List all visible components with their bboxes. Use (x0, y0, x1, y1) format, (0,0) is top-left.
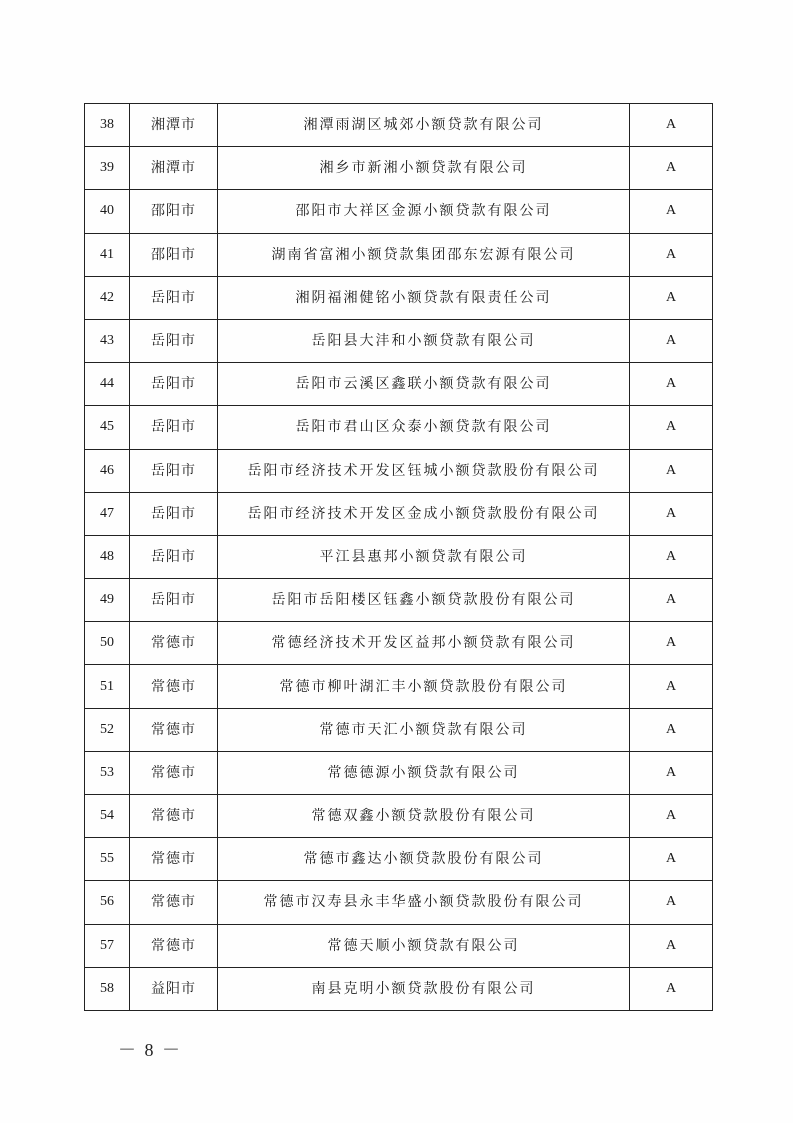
row-number-cell: 56 (85, 881, 130, 924)
city-cell: 岳阳市 (130, 535, 218, 578)
table-row (85, 665, 713, 708)
company-name-cell: 湘潭雨湖区城郊小额贷款有限公司 (218, 104, 630, 147)
company-name-cell: 南县克明小额贷款股份有限公司 (218, 967, 630, 1010)
table-row (85, 924, 713, 967)
rating-grade-cell: A (630, 967, 713, 1010)
city-cell: 邵阳市 (130, 233, 218, 276)
city-cell: 岳阳市 (130, 406, 218, 449)
company-name-cell: 湘乡市新湘小额贷款有限公司 (218, 147, 630, 190)
company-name-cell: 邵阳市大祥区金源小额贷款有限公司 (218, 190, 630, 233)
city-cell: 岳阳市 (130, 276, 218, 319)
city-cell: 常德市 (130, 795, 218, 838)
city-cell: 湘潭市 (130, 147, 218, 190)
company-name-cell: 湖南省富湘小额贷款集团邵东宏源有限公司 (218, 233, 630, 276)
table-row (85, 535, 713, 578)
table-row (85, 622, 713, 665)
company-rating-table (84, 103, 713, 1011)
table-body (85, 104, 713, 1011)
row-number-cell: 43 (85, 319, 130, 362)
row-number-cell: 38 (85, 104, 130, 147)
table-row (85, 751, 713, 794)
company-name-cell: 岳阳县大沣和小额贷款有限公司 (218, 319, 630, 362)
city-cell: 常德市 (130, 751, 218, 794)
company-name-cell: 岳阳市经济技术开发区金成小额贷款股份有限公司 (218, 492, 630, 535)
city-cell: 常德市 (130, 622, 218, 665)
row-number-cell: 53 (85, 751, 130, 794)
row-number-cell: 47 (85, 492, 130, 535)
company-name-cell: 岳阳市经济技术开发区钰城小额贷款股份有限公司 (218, 449, 630, 492)
rating-grade-cell: A (630, 881, 713, 924)
row-number-cell: 54 (85, 795, 130, 838)
row-number-cell: 46 (85, 449, 130, 492)
rating-grade-cell: A (630, 449, 713, 492)
rating-grade-cell: A (630, 233, 713, 276)
rating-grade-cell: A (630, 665, 713, 708)
rating-grade-cell: A (630, 147, 713, 190)
city-cell: 常德市 (130, 665, 218, 708)
table-row (85, 838, 713, 881)
rating-grade-cell: A (630, 795, 713, 838)
table-row (85, 190, 713, 233)
row-number-cell: 58 (85, 967, 130, 1010)
row-number-cell: 40 (85, 190, 130, 233)
table-row (85, 795, 713, 838)
city-cell: 岳阳市 (130, 319, 218, 362)
company-name-cell: 岳阳市云溪区鑫联小额贷款有限公司 (218, 363, 630, 406)
city-cell: 益阳市 (130, 967, 218, 1010)
table-row (85, 579, 713, 622)
company-name-cell: 常德双鑫小额贷款股份有限公司 (218, 795, 630, 838)
table-row (85, 967, 713, 1010)
company-name-cell: 常德德源小额贷款有限公司 (218, 751, 630, 794)
rating-grade-cell: A (630, 535, 713, 578)
company-name-cell: 常德天顺小额贷款有限公司 (218, 924, 630, 967)
table-row (85, 319, 713, 362)
table-row (85, 233, 713, 276)
city-cell: 常德市 (130, 881, 218, 924)
city-cell: 岳阳市 (130, 363, 218, 406)
company-name-cell: 常德市鑫达小额贷款股份有限公司 (218, 838, 630, 881)
company-name-cell: 常德市汉寿县永丰华盛小额贷款股份有限公司 (218, 881, 630, 924)
row-number-cell: 52 (85, 708, 130, 751)
company-name-cell: 常德市柳叶湖汇丰小额贷款股份有限公司 (218, 665, 630, 708)
table-row (85, 147, 713, 190)
row-number-cell: 44 (85, 363, 130, 406)
company-name-cell: 平江县惠邦小额贷款有限公司 (218, 535, 630, 578)
rating-grade-cell: A (630, 319, 713, 362)
rating-grade-cell: A (630, 492, 713, 535)
rating-grade-cell: A (630, 838, 713, 881)
row-number-cell: 50 (85, 622, 130, 665)
row-number-cell: 57 (85, 924, 130, 967)
city-cell: 岳阳市 (130, 492, 218, 535)
table-row (85, 276, 713, 319)
rating-grade-cell: A (630, 622, 713, 665)
row-number-cell: 39 (85, 147, 130, 190)
city-cell: 岳阳市 (130, 579, 218, 622)
company-name-cell: 湘阴福湘健铭小额贷款有限责任公司 (218, 276, 630, 319)
table-row (85, 363, 713, 406)
city-cell: 常德市 (130, 838, 218, 881)
table-row (85, 449, 713, 492)
row-number-cell: 51 (85, 665, 130, 708)
rating-grade-cell: A (630, 104, 713, 147)
company-name-cell: 常德经济技术开发区益邦小额贷款有限公司 (218, 622, 630, 665)
city-cell: 湘潭市 (130, 104, 218, 147)
city-cell: 岳阳市 (130, 449, 218, 492)
rating-grade-cell: A (630, 924, 713, 967)
row-number-cell: 48 (85, 535, 130, 578)
row-number-cell: 42 (85, 276, 130, 319)
city-cell: 邵阳市 (130, 190, 218, 233)
page-number: － 8 － (118, 1040, 182, 1060)
row-number-cell: 55 (85, 838, 130, 881)
row-number-cell: 45 (85, 406, 130, 449)
row-number-cell: 49 (85, 579, 130, 622)
company-name-cell: 岳阳市君山区众泰小额贷款有限公司 (218, 406, 630, 449)
row-number-cell: 41 (85, 233, 130, 276)
rating-grade-cell: A (630, 579, 713, 622)
city-cell: 常德市 (130, 708, 218, 751)
city-cell: 常德市 (130, 924, 218, 967)
rating-grade-cell: A (630, 751, 713, 794)
rating-grade-cell: A (630, 363, 713, 406)
rating-grade-cell: A (630, 276, 713, 319)
table-row (85, 881, 713, 924)
rating-grade-cell: A (630, 406, 713, 449)
company-name-cell: 常德市天汇小额贷款有限公司 (218, 708, 630, 751)
table-row (85, 708, 713, 751)
table-row (85, 492, 713, 535)
table-row (85, 406, 713, 449)
table-row (85, 104, 713, 147)
rating-grade-cell: A (630, 190, 713, 233)
company-name-cell: 岳阳市岳阳楼区钰鑫小额贷款股份有限公司 (218, 579, 630, 622)
rating-grade-cell: A (630, 708, 713, 751)
